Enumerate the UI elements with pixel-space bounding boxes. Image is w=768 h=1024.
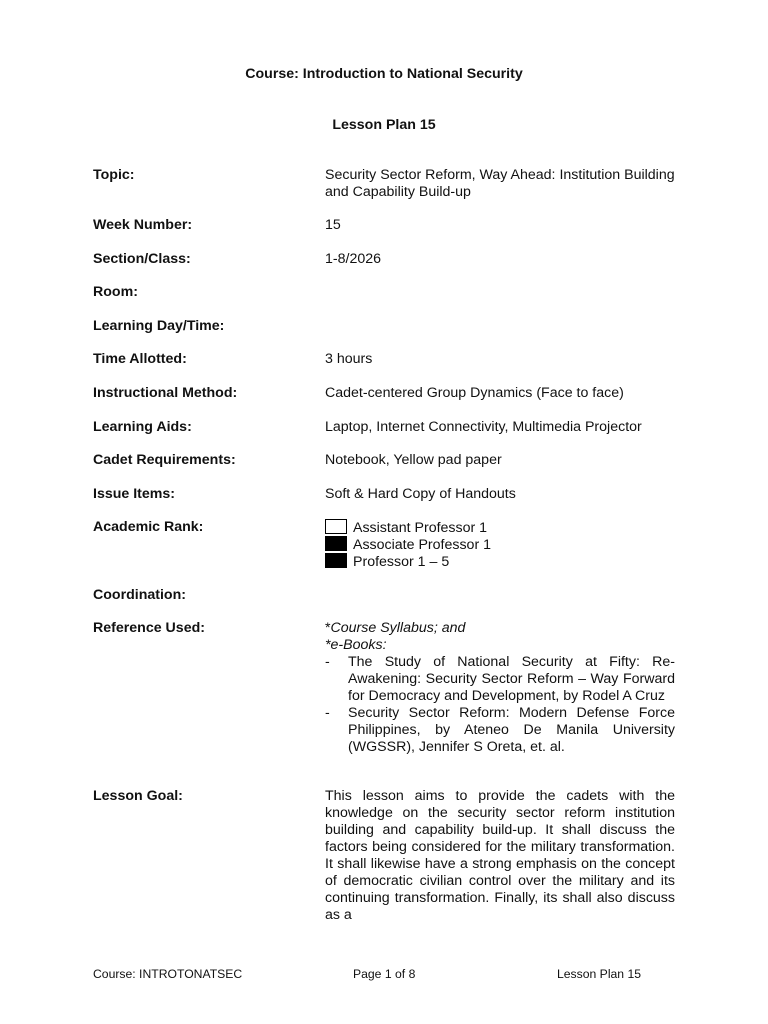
rank-option-label: Assistant Professor 1 — [353, 520, 488, 536]
learning-day-time-label: Learning Day/Time: — [93, 318, 225, 334]
rank-checkbox-professor[interactable] — [325, 553, 347, 568]
footer-course: Course: INTROTONATSEC — [93, 967, 243, 981]
issue-items-value: Soft & Hard Copy of Handouts — [325, 486, 516, 502]
week-number-value: 15 — [325, 217, 341, 233]
time-allotted-label: Time Allotted: — [93, 351, 187, 367]
reference-line-ebooks: *e-Books: — [325, 637, 387, 653]
time-allotted-value: 3 hours — [325, 351, 373, 367]
reference-item-text: The Study of National Security at Fifty: Re-Awakening: Security Sector Reform – Way Forward for Democracy and Development, by Rodel A Cruz — [348, 654, 675, 704]
reference-item — [325, 705, 675, 756]
reference-bullet: - — [325, 654, 330, 670]
lesson-title: Lesson Plan 15 — [332, 117, 436, 133]
learning-aids-label: Learning Aids: — [93, 419, 192, 435]
rank-checkbox-associate[interactable] — [325, 536, 347, 551]
academic-rank-options — [325, 519, 675, 570]
section-class-label: Section/Class: — [93, 251, 191, 267]
rank-option-label: Professor 1 – 5 — [353, 554, 450, 570]
reference-item — [325, 654, 675, 705]
coordination-label: Coordination: — [93, 587, 186, 603]
reference-used-value — [325, 620, 675, 756]
reference-used-label: Reference Used: — [93, 620, 205, 636]
issue-items-label: Issue Items: — [93, 486, 176, 502]
cadet-requirements-label: Cadet Requirements: — [93, 452, 236, 468]
learning-aids-value: Laptop, Internet Connectivity, Multimedia Projector — [325, 419, 642, 435]
rank-option-label: Associate Professor 1 — [353, 537, 491, 553]
cadet-requirements-value: Notebook, Yellow pad paper — [325, 452, 502, 468]
reference-item-text: Security Sector Reform: Modern Defense Force Philippines, by Ateneo De Manila University (WGSSR), Jennifer S Oreta, et. al. — [348, 705, 675, 755]
reference-bullet: - — [325, 705, 330, 721]
topic-label: Topic: — [93, 167, 135, 183]
instructional-method-value: Cadet-centered Group Dynamics (Face to face) — [325, 385, 624, 401]
footer-lesson-plan: Lesson Plan 15 — [557, 967, 642, 981]
academic-rank-label: Academic Rank: — [93, 519, 204, 535]
lesson-goal-label: Lesson Goal: — [93, 788, 183, 804]
instructional-method-label: Instructional Method: — [93, 385, 238, 401]
section-class-value: 1-8/2026 — [325, 251, 382, 267]
rank-option-professor — [325, 553, 675, 570]
footer-page-number: Page 1 of 8 — [353, 967, 416, 981]
course-title: Course: Introduction to National Security — [245, 66, 523, 82]
lesson-goal-value: This lesson aims to provide the cadets with the knowledge on the security sector reform institution building and capability build-up. It shall discuss the factors being considered for the military transformation. It shall likewise have a strong emphasis on the concept of democratic civilian control over the military and its continuing transformation. Finally, its shall also discuss as a — [325, 788, 675, 923]
topic-value: Security Sector Reform, Way Ahead: Institution Building and Capability Build-up — [325, 167, 675, 200]
reference-line-syllabus: *Course Syllabus; and — [325, 620, 466, 636]
rank-option-assistant — [325, 519, 675, 536]
rank-option-associate — [325, 536, 675, 553]
rank-checkbox-assistant[interactable] — [325, 519, 347, 534]
room-label: Room: — [93, 284, 138, 300]
week-number-label: Week Number: — [93, 217, 193, 233]
